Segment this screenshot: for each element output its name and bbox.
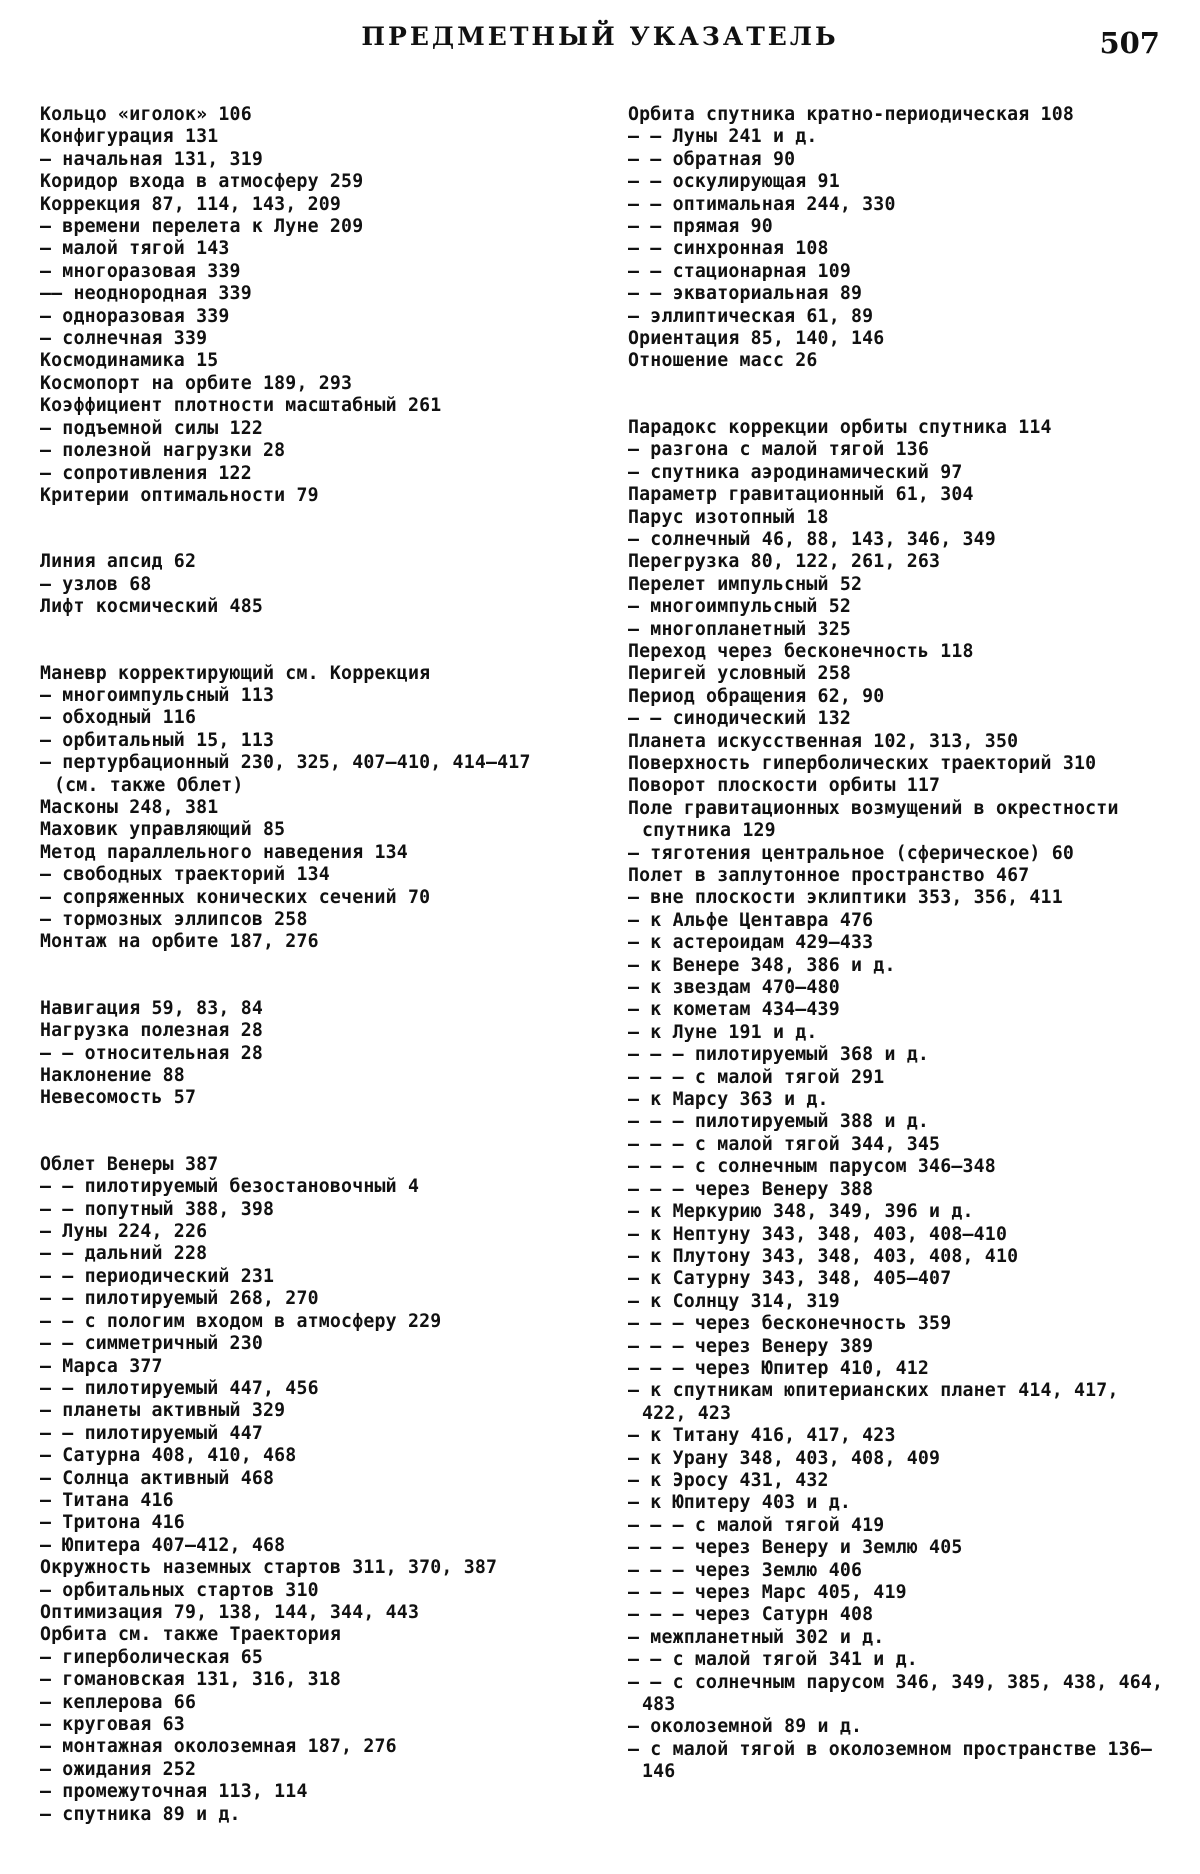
index-entry: — — — через Землю 406 <box>628 1559 863 1581</box>
index-entry: — к Титану 416, 417, 423 <box>628 1425 896 1447</box>
index-entry: Окружность наземных стартов 311, 370, 387 <box>40 1557 498 1579</box>
index-entry: Полет в заплутонное пространство 467 <box>628 865 1030 886</box>
index-entry: — — периодический 231 <box>40 1265 275 1287</box>
index-entry: Коэффициент плотности масштабный 261 <box>40 395 442 417</box>
page-header <box>40 22 1160 62</box>
section-gap <box>628 373 1164 417</box>
index-entry: — — экваториальная 89 <box>628 283 863 305</box>
index-entry: Маховик управляющий 85 <box>40 819 286 841</box>
index-entry: — — — через Юпитер 410, 412 <box>628 1357 930 1379</box>
index-entry: Отношение масс 26 <box>628 350 818 372</box>
index-entry: Перегрузка 80, 122, 261, 263 <box>628 551 941 573</box>
index-entry: — — обратная 90 <box>628 148 796 170</box>
index-entry: — малой тягой 143 <box>40 238 230 260</box>
index-entry: — сопротивления 122 <box>40 462 252 484</box>
index-entry: — Луны 224, 226 <box>40 1221 208 1243</box>
index-entry: — к Юпитеру 403 и д. <box>628 1492 851 1514</box>
index-entry: — — оптимальная 244, 330 <box>628 193 896 215</box>
index-entry: — — пилотируемый 447 <box>40 1422 263 1444</box>
index-entry: — одноразовая 339 <box>40 305 230 327</box>
index-entry: — — с солнечным парусом 346, 349, 385, 438, 464, 483 <box>628 1671 1164 1716</box>
index-entry: Метод параллельного наведения 134 <box>40 841 408 863</box>
index-entry: — — — через Сатурн 408 <box>628 1604 874 1626</box>
index-entry: Перелет импульсный 52 <box>628 573 863 595</box>
index-entry: Коридор входа в атмосферу 259 <box>40 171 364 193</box>
index-entry: — — — через Венеру 389 <box>628 1335 874 1357</box>
index-entry: — к Плутону 343, 348, 403, 408, 410 <box>628 1245 1019 1267</box>
index-entry: — орбитальный 15, 113 <box>40 729 275 751</box>
section-gap <box>40 619 580 663</box>
index-entry: — спутника 89 и д. <box>40 1803 241 1825</box>
index-entry: — Солнца активный 468 <box>40 1467 275 1489</box>
section-gap <box>40 507 580 551</box>
index-entry: — спутника аэродинамический 97 <box>628 461 963 483</box>
index-entry: — — — через бесконечность 359 <box>628 1313 952 1335</box>
index-entry: — с малой тягой в околоземном пространстве 136—146 <box>628 1738 1153 1783</box>
index-entry: — круговая 63 <box>40 1714 185 1735</box>
index-entry: Переход через бесконечность 118 <box>628 640 974 662</box>
index-entry: — — пилотируемый 268, 270 <box>40 1288 319 1310</box>
index-entry: — — с малой тягой 341 и д. <box>628 1649 918 1671</box>
index-entry: — к Урану 348, 403, 408, 409 <box>628 1447 941 1469</box>
index-entry: Оптимизация 79, 138, 144, 344, 443 <box>40 1601 420 1623</box>
index-entry: Масконы 248, 381 <box>40 796 219 818</box>
index-entry: — к астероидам 429—433 <box>628 932 874 954</box>
index-entry: — гомановская 131, 316, 318 <box>40 1669 342 1691</box>
index-entry: — планеты активный 329 <box>40 1400 286 1422</box>
index-entry: — — оскулирующая 91 <box>628 171 840 193</box>
index-entry: Кольцо «иголок» 106 <box>40 104 252 125</box>
index-entry: — — дальний 228 <box>40 1243 208 1265</box>
index-entry: — к Меркурию 348, 349, 396 и д. <box>628 1201 974 1223</box>
index-entry: — — относительная 28 <box>40 1042 263 1064</box>
index-entry: Монтаж на орбите 187, 276 <box>40 931 319 953</box>
index-entry: — — — с малой тягой 291 <box>628 1066 885 1088</box>
index-entry: Поле гравитационных возмущений в окрестности спутника 129 <box>628 797 1119 842</box>
index-entry: — многоразовая 339 <box>40 260 241 282</box>
section-gap <box>40 954 580 998</box>
index-entry: — — — с солнечным парусом 346—348 <box>628 1156 996 1178</box>
index-entry: Поворот плоскости орбиты 117 <box>628 775 941 797</box>
index-entry: Нагрузка полезная 28 <box>40 1020 263 1042</box>
index-entry: — пертурбационный 230, 325, 407—410, 414—417 (см. также Облет) <box>40 752 531 796</box>
running-title: ПРЕДМЕТНЫЙ УКАЗАТЕЛЬ <box>361 22 839 51</box>
index-entry: Линия апсид 62 <box>40 551 197 573</box>
index-entry: Лифт космический 485 <box>40 596 263 618</box>
index-entry: Маневр корректирующий см. Коррекция <box>40 662 431 684</box>
index-entry: — к Марсу 363 и д. <box>628 1089 829 1111</box>
index-entry: Параметр гравитационный 61, 304 <box>628 484 974 506</box>
index-entry: — Титана 416 <box>40 1489 174 1511</box>
index-entry: Наклонение 88 <box>40 1065 185 1087</box>
index-entry: Конфигурация 131 <box>40 126 219 148</box>
index-entry: — к звездам 470—480 <box>628 977 840 999</box>
index-entry: — — — пилотируемый 388 и д. <box>628 1111 930 1133</box>
index-entry: — к Сатурну 343, 348, 405—407 <box>628 1268 952 1290</box>
index-entry: — к спутникам юпитерианских планет 414, 417, 422, 423 <box>628 1380 1119 1424</box>
index-entry: — — Луны 241 и д. <box>628 126 818 148</box>
index-entry: — — попутный 388, 398 <box>40 1198 275 1220</box>
index-entry: — Тритона 416 <box>40 1512 185 1534</box>
index-entry: — орбитальных стартов 310 <box>40 1579 319 1601</box>
index-entry: — свободных траекторий 134 <box>40 864 330 886</box>
index-entry: — ожидания 252 <box>40 1758 197 1780</box>
index-entry: — — с пологим входом в атмосферу 229 <box>40 1310 442 1332</box>
index-entry: — полезной нагрузки 28 <box>40 440 286 462</box>
index-entry: — многоимпульсный 113 <box>40 684 275 706</box>
index-entry: — к кометам 434—439 <box>628 999 840 1021</box>
index-column-left <box>40 104 580 1826</box>
index-entry: — подъемной силы 122 <box>40 417 263 439</box>
index-entry: Перигей условный 258 <box>628 663 851 685</box>
index-entry: — сопряженных конических сечений 70 <box>40 886 431 908</box>
index-entry: Невесомость 57 <box>40 1087 197 1109</box>
index-entry: — — пилотируемый 447, 456 <box>40 1377 319 1399</box>
index-entry: — эллиптическая 61, 89 <box>628 305 874 327</box>
index-entry: — многопланетный 325 <box>628 618 851 640</box>
index-entry: Планета искусственная 102, 313, 350 <box>628 730 1019 752</box>
page-number: 507 <box>1099 26 1160 60</box>
index-entry: — обходный 116 <box>40 707 197 729</box>
index-entry: Орбита см. также Траектория <box>40 1624 342 1646</box>
index-entry: — к Венере 348, 386 и д. <box>628 954 896 976</box>
index-entry: —— неоднородная 339 <box>40 283 252 305</box>
index-entry: — солнечная 339 <box>40 328 208 350</box>
index-entry: Парадокс коррекции орбиты спутника 114 <box>628 416 1052 438</box>
index-entry: — — — с малой тягой 344, 345 <box>628 1133 941 1155</box>
index-entry: — — синодический 132 <box>628 708 851 730</box>
index-entry: — к Эросу 431, 432 <box>628 1469 829 1491</box>
index-entry: — околоземной 89 и д. <box>628 1716 863 1738</box>
index-entry: — Сатурна 408, 410, 468 <box>40 1445 297 1467</box>
index-entry: — — пилотируемый безостановочный 4 <box>40 1176 420 1198</box>
index-entry: — промежуточная 113, 114 <box>40 1781 308 1803</box>
index-entry: — — прямая 90 <box>628 216 773 238</box>
index-entry: — к Солнцу 314, 319 <box>628 1290 840 1312</box>
index-entry: Космодинамика 15 <box>40 350 219 372</box>
index-entry: — — — с малой тягой 419 <box>628 1514 885 1536</box>
index-entry: — Юпитера 407—412, 468 <box>40 1534 286 1556</box>
index-entry: — узлов 68 <box>40 573 152 595</box>
index-entry: — разгона с малой тягой 136 <box>628 439 930 461</box>
index-entry: — — синхронная 108 <box>628 238 829 260</box>
index-entry: — Марса 377 <box>40 1355 163 1377</box>
index-entry: Ориентация 85, 140, 146 <box>628 328 885 350</box>
index-entry: Критерии оптимальности 79 <box>40 484 319 506</box>
index-entry: — тормозных эллипсов 258 <box>40 909 308 930</box>
index-entry: — солнечный 46, 88, 143, 346, 349 <box>628 528 996 550</box>
index-entry: — — — через Венеру и Землю 405 <box>628 1537 963 1559</box>
index-column-right <box>628 104 1164 1784</box>
index-entry: Облет Венеры 387 <box>40 1153 219 1175</box>
section-gap <box>40 1110 580 1154</box>
index-entry: — кеплерова 66 <box>40 1691 197 1713</box>
index-entry: — гиперболическая 65 <box>40 1646 263 1668</box>
index-entry: — — — пилотируемый 368 и д. <box>628 1044 930 1066</box>
index-entry: — вне плоскости эклиптики 353, 356, 411 <box>628 887 1063 909</box>
index-entry: Период обращения 62, 90 <box>628 685 885 707</box>
index-entry: Орбита спутника кратно-периодическая 108 <box>628 104 1074 125</box>
index-entry: — межпланетный 302 и д. <box>628 1626 885 1648</box>
index-entry: — — стационарная 109 <box>628 260 851 282</box>
index-entry: Космопорт на орбите 189, 293 <box>40 372 353 394</box>
index-entry: — монтажная околоземная 187, 276 <box>40 1736 397 1758</box>
index-entry: — к Нептуну 343, 348, 403, 408—410 <box>628 1223 1008 1245</box>
index-entry: — начальная 131, 319 <box>40 148 263 170</box>
index-entry: — — — через Марс 405, 419 <box>628 1582 907 1603</box>
index-entry: — многоимпульсный 52 <box>628 596 851 618</box>
index-entry: Поверхность гиперболических траекторий 310 <box>628 752 1097 774</box>
index-entry: — — симметричный 230 <box>40 1333 263 1355</box>
index-entry: — — — через Венеру 388 <box>628 1178 874 1200</box>
index-entry: — к Альфе Центавра 476 <box>628 909 874 931</box>
index-entry: — времени перелета к Луне 209 <box>40 216 364 238</box>
index-entry: — тяготения центральное (сферическое) 60 <box>628 842 1074 864</box>
index-entry: Коррекция 87, 114, 143, 209 <box>40 193 342 215</box>
index-entry: — к Луне 191 и д. <box>628 1021 818 1043</box>
index-entry: Парус изотопный 18 <box>628 506 829 528</box>
index-entry: Навигация 59, 83, 84 <box>40 997 263 1019</box>
